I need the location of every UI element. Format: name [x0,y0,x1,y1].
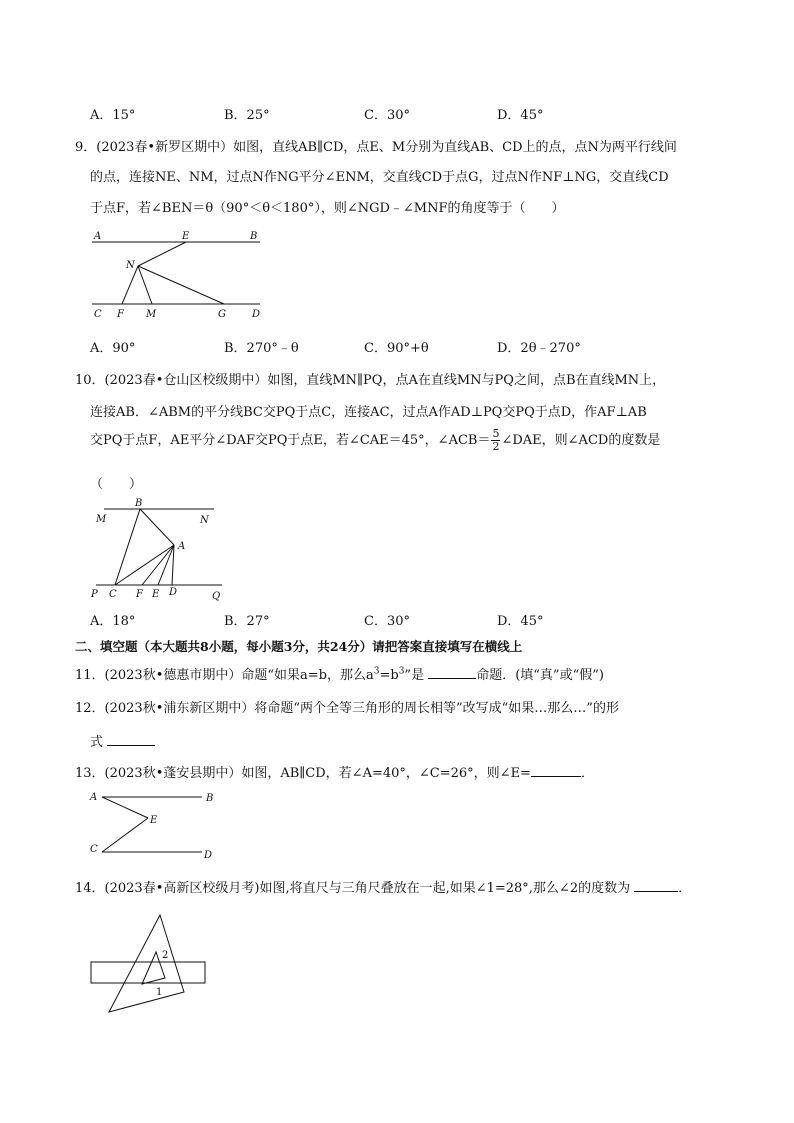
q9-option-b: B．270°﹣θ [224,341,299,356]
q10-label-p: P [91,589,98,600]
q10-option-d: D．45° [497,614,544,629]
q14-ruler [91,962,205,983]
q13-figure [86,786,226,862]
q14-text-b: ． [678,881,692,896]
q10-segment-ac [115,545,174,585]
q10-segment-bc [115,509,140,585]
q9-option-c: C．90°+θ [364,341,429,356]
q14-figure [88,912,212,1018]
q9-label-d: D [252,309,261,320]
q9-segment-ne [138,242,186,266]
q14-triangle-ruler-outer [109,915,184,1012]
q14-label-angle-1: 1 [156,987,163,998]
q10-figure [88,495,238,603]
q10-label-q: Q [212,591,221,602]
q10-label-n: N [200,515,209,526]
q10-label-d: D [169,587,178,598]
q10-label-m: M [96,514,107,525]
q10-label-f: F [136,589,143,600]
q13-label-a: A [90,792,98,803]
q10-stem-line3 [90,428,660,453]
q10-stem-line3-part2: ∠DAE，则∠ACD的度数是 [501,433,661,448]
q9-label-c: C [94,309,102,320]
q9-label-g: G [218,309,226,320]
q8-option-a: A．15° [90,108,136,123]
q13-label-e: E [150,815,158,826]
q11-text-a: 11．(2023秋•德惠市期中）命题“如果a=b，那么a [75,668,374,683]
q10-stem-line1: 10．(2023春•仓山区校级期中）如图，直线MN∥PQ，点A在直线MN与PQ之间，点B在直线MN上， [75,373,666,388]
q10-label-a: A [178,541,186,552]
q9-label-a: A [94,231,102,242]
q11-text-b: =b [379,668,399,683]
q9-stem-line3: 于点F，若∠BEN＝θ（90°＜θ＜180°），则∠NGD﹣∠MNF的角度等于（ ） [90,201,565,216]
q14-answer-blank[interactable] [634,879,678,892]
q14-text-a: 14．(2023春•高新区校级月考)如图,将直尺与三角尺叠放在一起,如果∠1=28°,那么∠2的度数为 [75,881,635,896]
q14-label-angle-2: 2 [162,950,169,961]
q11-text-d: 命题．(填“真”或“假”) [476,668,604,683]
q11-superscript-1: 3 [373,666,380,677]
q8-option-b: B．25° [224,108,270,123]
q10-answer-paren: （ ） [90,477,143,492]
q10-fraction-denominator: 2 [492,440,500,453]
q10-label-e: E [152,589,160,600]
q13-answer-blank[interactable] [531,764,581,777]
q11-answer-blank[interactable] [428,666,476,679]
q9-label-n: N [126,260,135,271]
q10-stem-line3-part1: 交PQ于点F，AE平分∠DAF交PQ于点E，若∠CAE＝45°，∠ACB＝ [90,433,491,448]
q10-option-c: C．30° [364,614,410,629]
q12-answer-blank[interactable] [107,733,155,746]
q13-stem [75,762,594,781]
q11-stem [75,664,604,683]
q10-label-c: C [109,589,117,600]
q10-segment-af [142,545,174,585]
section-fill-in-heading: 二、填空题（本大题共8小题，每小题3分，共24分）请把答案直接填写在横线上 [75,639,523,654]
q9-option-d: D．2θ﹣270° [497,341,581,356]
q13-segment-ae [102,797,148,818]
q13-label-c: C [90,844,98,855]
q10-segment-ad [172,545,174,585]
q8-option-c: C．30° [364,108,410,123]
q9-label-f: F [117,309,124,320]
q9-label-m: M [146,309,157,320]
q9-segment-ng [138,266,224,304]
q9-stem-line2: 的点，连接NE、NM，过点N作NG平分∠ENM，交直线CD于点G，过点N作NF⊥NG，交直线CD [90,170,669,185]
q11-text-c: ”是 [404,668,429,683]
q9-label-b: B [250,231,258,242]
q8-option-d: D．45° [497,108,544,123]
q10-stem-line2: 连接AB．∠ABM的平分线BC交PQ于点C，连接AC，过点A作AD⊥PQ交PQ于点D，作AF⊥AB [90,405,647,420]
q10-segment-ba [140,509,174,545]
q9-segment-nf [122,266,138,304]
q10-label-b: B [135,498,143,509]
q10-option-b: B．27° [224,614,270,629]
q10-fraction-numerator: 5 [492,427,500,440]
q9-option-a: A．90° [90,341,136,356]
q9-stem-line1: 9．(2023春•新罗区期中）如图，直线AB∥CD，点E、M分别为直线AB、CD上的点，点N为两平行线间 [75,140,677,155]
q13-text-b: ． [580,766,594,781]
q9-label-e: E [182,231,190,242]
q11-superscript-2: 3 [398,666,405,677]
q9-figure [88,228,268,320]
q13-text-a: 13．(2023秋•蓬安县期中）如图，AB∥CD，若∠A=40°，∠C=26°，则∠E= [75,766,531,781]
q12-stem-line2 [90,731,155,750]
q10-fraction [491,428,500,453]
q10-option-a: A．18° [90,614,136,629]
q13-segment-ec [102,818,148,852]
q14-stem [75,877,691,896]
q13-label-d: D [204,850,213,861]
q12-text: 式 [90,735,108,750]
q13-label-b: B [206,793,214,804]
q12-stem-line1: 12．(2023秋•浦东新区期中）将命题“两个全等三角形的周长相等”改写成“如果…那么…”的形 [75,701,619,716]
